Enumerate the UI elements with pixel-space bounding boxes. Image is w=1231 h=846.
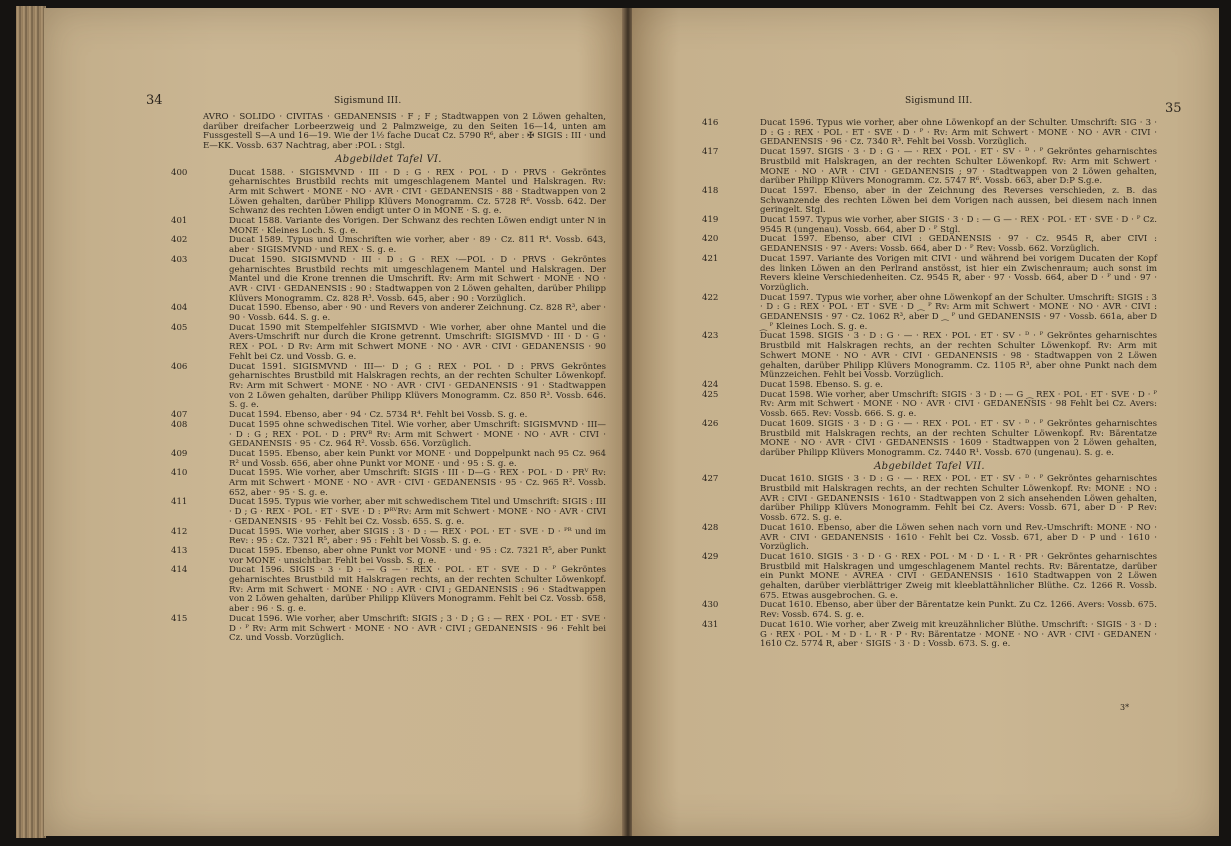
entry-text: Ducat 1597. SIGIS · 3 · D : G · — · REX · POL · ET · SV · ᴰ · ᴾ Gekröntes geharnischtes Brustbild mit Halskragen, an der rechten Schulter Löwenkopf. Rv: Arm mit Schwert · MONE · NO · AVR · CIVI · GEDANENSIS ; 97 · Stadtwappen von 2 Löwen gehalten, darüber Philipp Klüvers Monogramm. Cz. 5747 R⁶. Vossb. 663, aber D:P S.g.e.	[760, 147, 1157, 187]
catalogue-entry	[702, 553, 1157, 602]
catalogue-entry	[171, 363, 606, 412]
entry-text: Ducat 1596. SIGIS · 3 · D : — G — · REX · POL · ET · SVE · D · ᴾ Gekröntes geharnischtes Brustbild mit Halskragen rechts, an der rechten Schulter Löwenkopf. Rv: Arm mit Schwert · MONE · NO : AVR · CIVI ; GEDANENSIS : 96 · Stadtwappen von 2 Löwen gehalten, darüber Philipp Klüvers Monogramm. Fehlt bei Cz. Vossb. 658, aber : 96 · S. g. e.	[229, 565, 606, 615]
catalogue-entry	[171, 469, 606, 498]
entry-text: Ducat 1591. SIGISMVND · III—· D ; G : REX · POL · D : PRVS Gekröntes geharnischtes Brustbild mit Halskragen rechts, an der rechten Schulter Löwenkopf. Rv: Arm mit Schwert · MONE · NO · AVR · CIVI · GEDANENSIS · 91 · Stadtwappen von 2 Löwen gehalten, darüber Philipp Klüvers Monogramm. Cz. 850 R³. Vossb. 646. S. g. e.	[229, 361, 606, 411]
entry-text: Ducat 1594. Ebenso, aber · 94 · Cz. 5734 R⁴. Fehlt bei Vossb. S. g. e.	[229, 410, 528, 421]
entry-number: 409	[171, 448, 188, 459]
entry-number: 408	[171, 419, 188, 430]
entry-number: 413	[171, 545, 188, 556]
left-page	[44, 8, 624, 836]
entry-number: 421	[702, 253, 719, 264]
catalogue-entry	[702, 601, 1157, 620]
entry-text: Ducat 1610. Ebenso, aber die Löwen sehen nach vorn und Rev.-Umschrift: MONE · NO · AVR · CIVI · GEDANENSIS · 1610 · Fehlt bei Cz. Vossb. 671, aber D · P und · 1610 · Vorzüglich.	[760, 522, 1157, 553]
catalogue-entry	[171, 547, 606, 566]
entry-number: 417	[702, 147, 719, 158]
entry-text: Ducat 1597. Typus wie vorher, aber SIGIS · 3 · D : — G — · REX · POL · ET · SVE · D · ᴾ Cz. 9545 R (ungenau). Vossb. 664, aber D · ᴾ Stgl.	[760, 215, 1157, 235]
running-head: Sigismund III.	[905, 96, 973, 106]
entry-text: Ducat 1596. Typus wie vorher, aber ohne Löwenkopf an der Schulter. Umschrift: SIG · 3 · D : G : REX · POL · ET · SVE · D · ᴾ · Rv: Arm mit Schwert · MONE · NO · AVR · CIVI · GEDANENSIS · 96 · Cz. 7340 R³. Fehlt bei Vossb. Vorzüglich.	[760, 118, 1157, 148]
entry-text: Ducat 1597. Typus wie vorher, aber ohne Löwenkopf an der Schulter. Umschrift: SIGIS : 3 · D : G : REX · POL · ET · SVE · D ⁔ ᴾ Rv: Arm mit Schwert · MONE · NO · AVR · CIVI : GEDANENSIS · 97 · Cz. 1062 R³, aber D ⁔ ᴾ und GEDANENSIS · 97 · Vossb. 661a, aber D ⁔ ᴾ Kleines Loch. S. g. e.	[760, 292, 1157, 332]
entry-text: Ducat 1589. Typus und Umschriften wie vorher, aber · 89 · Cz. 811 R⁴. Vossb. 643, aber · SIGISMVND · und REX · S. g. e.	[229, 235, 606, 256]
entry-number: 416	[702, 118, 719, 128]
page-edges	[16, 6, 46, 838]
entry-number: 423	[702, 331, 719, 342]
catalogue-entry	[702, 119, 1157, 148]
continuation-text: AVRO · SOLIDO · CIVITAS · GEDANENSIS · F ; F ; Stadtwappen von 2 Löwen gehalten, darüber dreifacher Lorbeerzweig und 2 Palmzweige, zu den Seiten 16—14, unten am Fussgestell S—A und 16—19. Wie der 1½ fache Ducat Cz. 5790 R⁶, aber : ✠ SIGIS : III · und E—KK. Vossb. 637 Nachtrag, aber :POL : Stgl.	[203, 112, 606, 152]
catalogue-entry	[702, 255, 1157, 294]
entry-text: Ducat 1590. SIGISMVND · III · D : G · REX ·—POL · D · PRVS · Gekröntes geharnischtes Brustbild rechts mit umgeschlagenem Mantel und Halskragen. Der Mantel und die Krone trennen die Umschrift. Rv: Arm mit Schwert · MONE · NO · AVR · CIVI · GEDANENSIS : 90 : Stadtwappen von 2 Löwen gehalten, darüber Philipp Klüvers Monogramm. Cz. 828 R³. Vossb. 645, aber : 90 : Vorzüglich.	[229, 254, 606, 304]
entry-number: 429	[702, 551, 719, 562]
entry-number: 427	[702, 474, 719, 485]
entry-number: 414	[171, 565, 188, 576]
entry-text: Ducat 1595 ohne schwedischen Titel. Wie vorher, aber Umschrift: SIGISMVND · III— · D : G ; REX · POL · D : PRVᴮ Rv: Arm mit Schwert · MONE · NO · AVR · CIVI · GEDANENSIS · 95 · Cz. 964 R². Vossb. 656. Vorzüglich.	[229, 419, 606, 450]
catalogue-entry	[171, 324, 606, 363]
entry-list	[171, 169, 606, 644]
entry-number: 405	[171, 322, 188, 333]
catalogue-entry	[171, 566, 606, 615]
entry-text: Ducat 1610. Ebenso, aber über der Bärentatze kein Punkt. Zu Cz. 1266. Avers: Vossb. 675. Rev: Vossb. 674. S. g. e.	[760, 600, 1157, 621]
entry-number: 406	[171, 361, 188, 372]
catalogue-entry	[171, 169, 606, 218]
entry-number: 403	[171, 254, 188, 265]
catalogue-entry	[702, 332, 1157, 381]
entry-number: 407	[171, 410, 188, 421]
catalogue-entry	[171, 450, 606, 469]
right-text-column	[702, 119, 1157, 650]
running-head: Sigismund III.	[334, 96, 402, 106]
entry-number: 428	[702, 522, 719, 533]
entry-text: Ducat 1588. Variante des Vorigen. Der Schwanz des rechten Löwen endigt unter N in MONE · Kleines Loch. S. g. e.	[229, 216, 606, 236]
catalogue-entry	[702, 235, 1157, 254]
entry-text: Ducat 1597. Variante des Vorigen mit CIVI · und während bei vorigem Ducaten der Kopf des linken Löwen an den Perlrand anstösst, ist hier ein Zwischenraum; auch sonst im Revers kleine Verschiedenheiten. Cz. 9545 R, aber · 97 · Vossb. 664, aber D · ᴾ und · 97 · Vorzüglich.	[760, 253, 1157, 293]
plate-caption: Abgebildet Tafel VII.	[874, 460, 985, 472]
entry-number: 401	[171, 216, 188, 227]
entry-text: Ducat 1598. Ebenso. S. g. e.	[760, 379, 883, 390]
entry-text: Ducat 1610. SIGIS · 3 · D : G · — · REX · POL · ET · SV · ᴰ · ᴾ Gekröntes geharnischtes Brustbild mit Halskragen rechts, an der rechten Schulter Löwenkopf. Rv: MONE : NO : AVR : CIVI · GEDANENSIS · 1610 · Stadtwappen von 2 sich ansehenden Löwen gehalten, darüber Philipp Klüvers Monogramm. Fehlt bei Cz. Avers: Vossb. 671, aber D · P Rev: Vossb. 672. S. g. e.	[760, 474, 1157, 524]
catalogue-entry	[702, 391, 1157, 420]
entry-text: Ducat 1595. Ebenso, aber ohne Punkt vor MONE · und · 95 : Cz. 7321 R⁵, aber Punkt vor MONE · unsichtbar. Fehlt bei Vossb. S. g. e.	[229, 545, 606, 566]
entry-number: 411	[171, 497, 188, 508]
entry-text: Ducat 1609. SIGIS · 3 · D : G · — · REX · POL · ET · SV · ᴰ · ᴾ Gekröntes geharnischtes Brustbild mit Halskragen rechts, an der rechten Schulter Löwenkopf. Rv: Bärentatze MONE · NO · AVR · CIVI · GEDANENSIS · 1609 · Stadtwappen von 2 Löwen gehalten, darüber Philipp Klüvers Monogramm. Cz. 7440 R¹. Vossb. 670 (ungenau). S. g. e.	[760, 418, 1157, 458]
left-text-column	[171, 113, 606, 644]
page-number: 34	[146, 93, 163, 108]
catalogue-entry	[171, 304, 606, 323]
entry-text: Ducat 1596. Wie vorher, aber Umschrift: SIGIS ; 3 · D ; G : — REX · POL · ET · SVE · D · ᴾ Rv: Arm mit Schwert · MONE · NO · AVR · CIVI ; GEDANENSIS · 96 · Fehlt bei Cz. und Vossb. Vorzüglich.	[229, 613, 606, 644]
entry-list	[702, 475, 1157, 650]
entry-number: 424	[702, 379, 719, 390]
entry-number: 402	[171, 235, 188, 246]
entry-text: Ducat 1598. Wie vorher, aber Umschrift: SIGIS · 3 · D : — G ⁔ REX · POL · ET · SVE · D · ᴾ Rv: Arm mit Schwert · MONE · NO · AVR · CIVI · GEDANENSIS · 98 Fehlt bei Cz. Avers: Vossb. 665. Rev: Vossb. 666. S. g. e.	[760, 389, 1157, 420]
catalogue-entry	[702, 475, 1157, 524]
catalogue-entry	[702, 148, 1157, 187]
entry-text: Ducat 1590 mit Stempelfehler SIGISMVD · Wie vorher, aber ohne Mantel und die Avers-Umschrift nur durch die Krone getrennt. Umschrift: SIGISMVD · III · D · G · REX · POL · D Rv: Arm mit Schwert MONE · NO · AVR · CIVI · GEDANENSIS · 90 Fehlt bei Cz. und Vossb. G. e.	[229, 322, 606, 362]
entry-text: Ducat 1597. Ebenso, aber CIVI : GEDANENSIS · 97 · Cz. 9545 R, aber CIVI : GEDANENSIS · 97 · Avers: Vossb. 664, aber D · ᴾ Rev: Vossb. 662. Vorzüglich.	[760, 234, 1157, 255]
catalogue-entry	[702, 216, 1157, 235]
catalogue-entry	[171, 217, 606, 236]
page-number: 35	[1165, 101, 1182, 116]
catalogue-entry	[171, 421, 606, 450]
catalogue-entry	[702, 294, 1157, 333]
entry-text: Ducat 1610. Wie vorher, aber Zweig mit kreuzähnlicher Blüthe. Umschrift: · SIGIS · 3 · D : G · REX · POL · M · D · L · R · P · Rv: Bärentatze · MONE · NO · AVR · CIVI · GEDANEN · 1610 Cz. 5774 R, aber · SIGIS · 3 · D : Vossb. 673. S. g. e.	[760, 619, 1157, 650]
entry-text: Ducat 1595. Wie vorher, aber Umschrift: SIGIS · III · D—G · REX · POL · D · PRⱽ Rv: Arm mit Schwert · MONE · NO · AVR · CIVI · GEDANENSIS · 95 · Cz. 965 R². Vossb. 652, aber · 95 · S. g. e.	[229, 468, 606, 498]
entry-number: 420	[702, 234, 719, 245]
catalogue-entry	[702, 187, 1157, 216]
catalogue-entry	[171, 256, 606, 305]
catalogue-entry	[702, 621, 1157, 650]
catalogue-entry	[171, 528, 606, 547]
entry-text: Ducat 1588. · SIGISMVND · III · D : G · REX · POL · D · PRVS · Gekröntes geharnischtes Brustbild rechts mit umgeschlagenem Mantel und Halskragen. Rv: Arm mit Schwert · MONE · NO · AVR · CIVI · GEDANENSIS · 88 · Stadtwappen von 2 Löwen gehalten, darüber Philipp Klüvers Monogramm. Cz. 5728 R⁶. Vossb. 642. Der Schwanz des rechten Löwen endigt unter O in MONE · S. g. e.	[229, 167, 606, 217]
entry-text: Ducat 1610. SIGIS · 3 · D · G · REX · POL · M · D · L · R · PR · Gekröntes geharnischtes Brustbild mit Halskragen und umgeschlagenem Mantel rechts. Rv: Bärentatze, darüber ein Punkt MONE · AVREA · CIVI · GEDANENSIS · 1610 Stadtwappen von 2 Löwen gehalten, darüber vierblättriger Zweig mit kleeblattähnlicher Blüthe. Cz. 1266 R. Vossb. 675. Etwas ausgebrochen. G. e.	[760, 551, 1157, 601]
entry-number: 419	[702, 215, 719, 226]
entry-text: Ducat 1595. Ebenso, aber kein Punkt vor MONE · und Doppelpunkt nach 95 Cz. 964 R² und Vossb. 656, aber ohne Punkt vor MONE · und · 95 : S. g. e.	[229, 448, 606, 469]
entry-text: Ducat 1590. Ebenso, aber · 90 · und Revers von anderer Zeichnung. Cz. 828 R³, aber · 90 · Vossb. 644. S. g. e.	[229, 303, 606, 324]
entry-number: 415	[171, 613, 188, 624]
catalogue-entry	[171, 498, 606, 527]
entry-number: 418	[702, 185, 719, 196]
entry-number: 412	[171, 526, 188, 537]
signature-mark: 3*	[1120, 703, 1130, 712]
entry-number: 425	[702, 389, 719, 400]
entry-number: 404	[171, 303, 188, 314]
entry-list	[702, 119, 1157, 459]
catalogue-entry	[171, 236, 606, 255]
catalogue-entry	[171, 615, 606, 644]
entry-number: 422	[702, 292, 719, 303]
plate-caption: Abgebildet Tafel VI.	[335, 153, 442, 165]
entry-number: 410	[171, 468, 188, 479]
entry-number: 431	[702, 619, 719, 630]
entry-text: Ducat 1595. Wie vorher, aber SIGIS : 3 · D : — REX · POL · ET · SVE · D · ᴾᴿ und im Rev: : 95 : Cz. 7321 R⁵, aber : 95 : Fehlt bei Vossb. S. g. e.	[229, 526, 606, 547]
entry-text: Ducat 1598. SIGIS · 3 · D : G · — · REX · POL · ET · SV · ᴰ · ᴾ Gekröntes geharnischtes Brustbild mit Halskragen rechts, an der rechten Schulter Löwenkopf. Rv: Arm mit Schwert MONE · NO · AVR · CIVI · GEDANENSIS · 98 · Stadtwappen von 2 Löwen gehalten, darüber Philipp Klüvers Monogramm. Cz. 1105 R³, aber ohne Punkt nach dem Münzzeichen. Fehlt bei Vossb. Vorzüglich.	[760, 331, 1157, 381]
right-page	[632, 8, 1219, 836]
entry-text: Ducat 1597. Ebenso, aber in der Zeichnung des Reverses verschieden, z. B. das Schwanzende des rechten Löwen bei dem Vorigen nach aussen, bei diesem nach innen geringelt. Stgl.	[760, 185, 1157, 216]
entry-number: 430	[702, 600, 719, 611]
catalogue-entry	[702, 524, 1157, 553]
catalogue-entry	[702, 420, 1157, 459]
entry-number: 426	[702, 418, 719, 429]
entry-text: Ducat 1595. Typus wie vorher, aber mit schwedischem Titel und Umschrift: SIGIS : III · D ; G · REX · POL · ET · SVE · D : PᴿⱽRv: Arm mit Schwert · MONE · NO · AVR · CIVI · GEDANENSIS · 95 · Fehlt bei Cz. Vossb. 655. S. g. e.	[229, 497, 606, 527]
entry-number: 400	[171, 167, 188, 178]
